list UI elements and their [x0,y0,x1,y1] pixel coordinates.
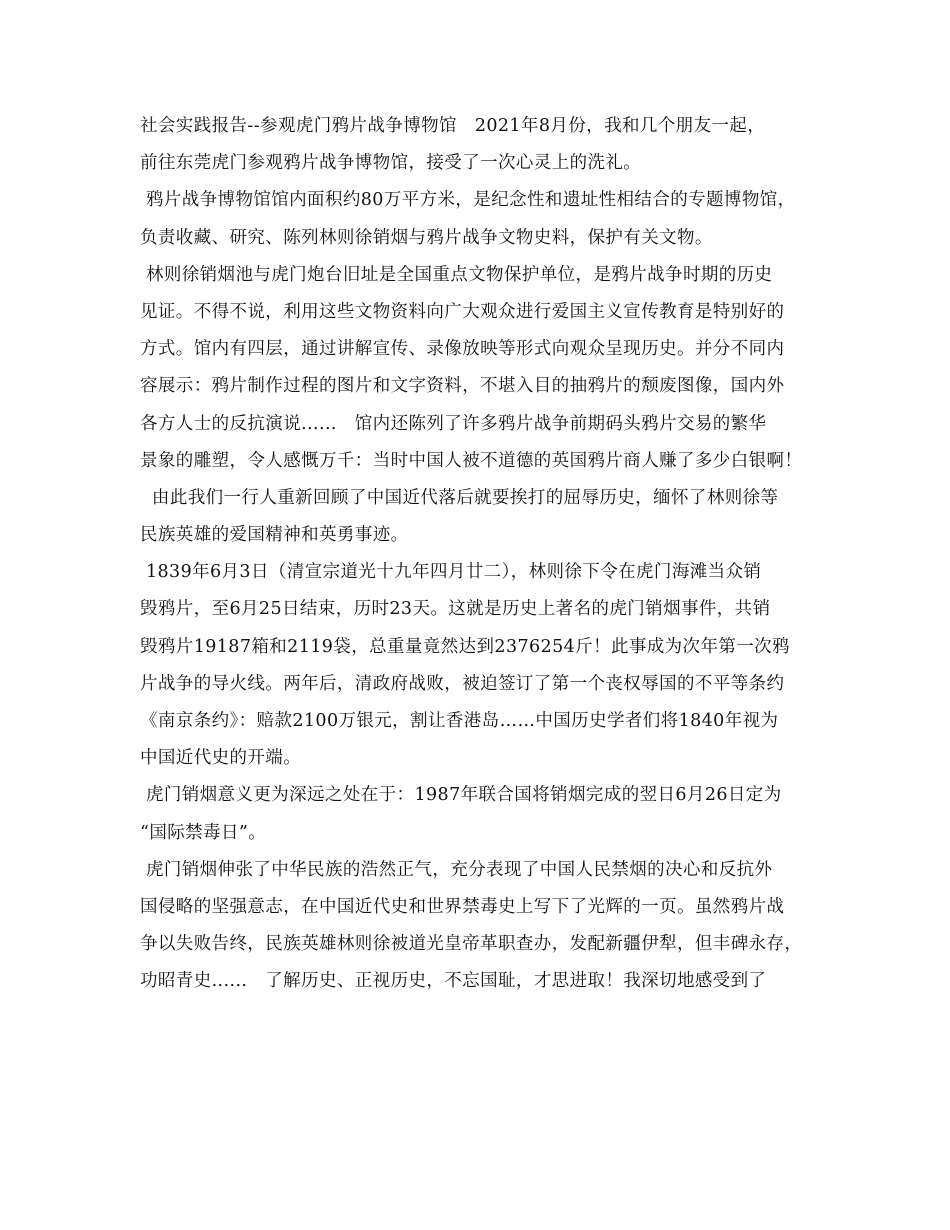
text-line: 民族英雄的爱国精神和英勇事迹。 [140,525,409,546]
text-line: 鸦片战争博物馆馆内面积约80万平方米，是纪念性和遗址性相结合的专题博物馆， [140,190,796,211]
text-line: 1839年6月3日（清宣宗道光十九年四月廿二），林则徐下令在虎门海滩当众销 [140,562,762,583]
text-line: 容展示：鸦片制作过程的图片和文字资料，不堪入目的抽鸦片的颓废图像，国内外 [140,376,785,397]
text-line: 《南京条约》：赔款2100万银元，割让香港岛……中国历史学者们将1840年视为 [140,711,779,731]
text-line: 方式。馆内有四层，通过讲解宣传、录像放映等形式向观众呈现历史。并分不同内 [140,339,785,360]
text-line: 片战争的导火线。两年后，清政府战败，被迫签订了第一个丧权辱国的不平等条约 [140,673,785,694]
text-line: 争以失败告终，民族英雄林则徐被道光皇帝革职查办，发配新疆伊犁，但丰碑永存， [140,934,803,955]
text-line: 毁鸦片19187箱和2119袋，总重量竟然达到2376254斤！此事成为次年第一次鸦 [140,636,790,657]
text-line: 国侵略的坚强意志，在中国近代史和世界禁毒史上写下了光辉的一页。虽然鸦片战 [140,896,785,917]
text-line: 中国近代史的开端。 [140,748,302,769]
text-line: 前往东莞虎门参观鸦片战争博物馆，接受了一次心灵上的洗礼。 [140,153,642,174]
text-line: 林则徐销烟池与虎门炮台旧址是全国重点文物保护单位，是鸦片战争时期的历史 [140,264,773,285]
document-body [140,108,830,1001]
text-line: 毁鸦片，至6月25日结束，历时23天。这就是历史上著名的虎门销烟事件，共销 [140,599,771,620]
text-line: 由此我们一行人重新回顾了中国近代落后就要挨打的屈辱历史，缅怀了林则徐等 [140,487,779,508]
text-line: 各方人士的反抗演说...... 馆内还陈列了许多鸦片战争前期码头鸦片交易的繁华 [140,413,767,434]
text-line: 见证。不得不说，利用这些文物资料向广大观众进行爱国主义宣传教育是特别好的 [140,301,785,322]
text-line: 景象的雕塑，令人感慨万千：当时中国人被不道德的英国鸦片商人赚了多少白银啊！ [140,450,803,471]
text-line: “国际禁毒日”。 [140,822,267,843]
text-line: 功昭青史...... 了解历史、正视历史，不忘国耻，才思进取！我深切地感受到了 [140,971,767,992]
text-line: 负责收藏、研究、陈列林则徐销烟与鸦片战争文物史料，保护有关文物。 [140,227,713,248]
text-line: 社会实践报告--参观虎门鸦片战争博物馆 2021年8月份，我和几个朋友一起， [140,116,766,136]
text-line: 虎门销烟意义更为深远之处在于：1987年联合国将销烟完成的翌日6月26日定为 [140,785,782,806]
text-line: 虎门销烟伸张了中华民族的浩然正气，充分表现了中国人民禁烟的决心和反抗外 [140,859,773,880]
